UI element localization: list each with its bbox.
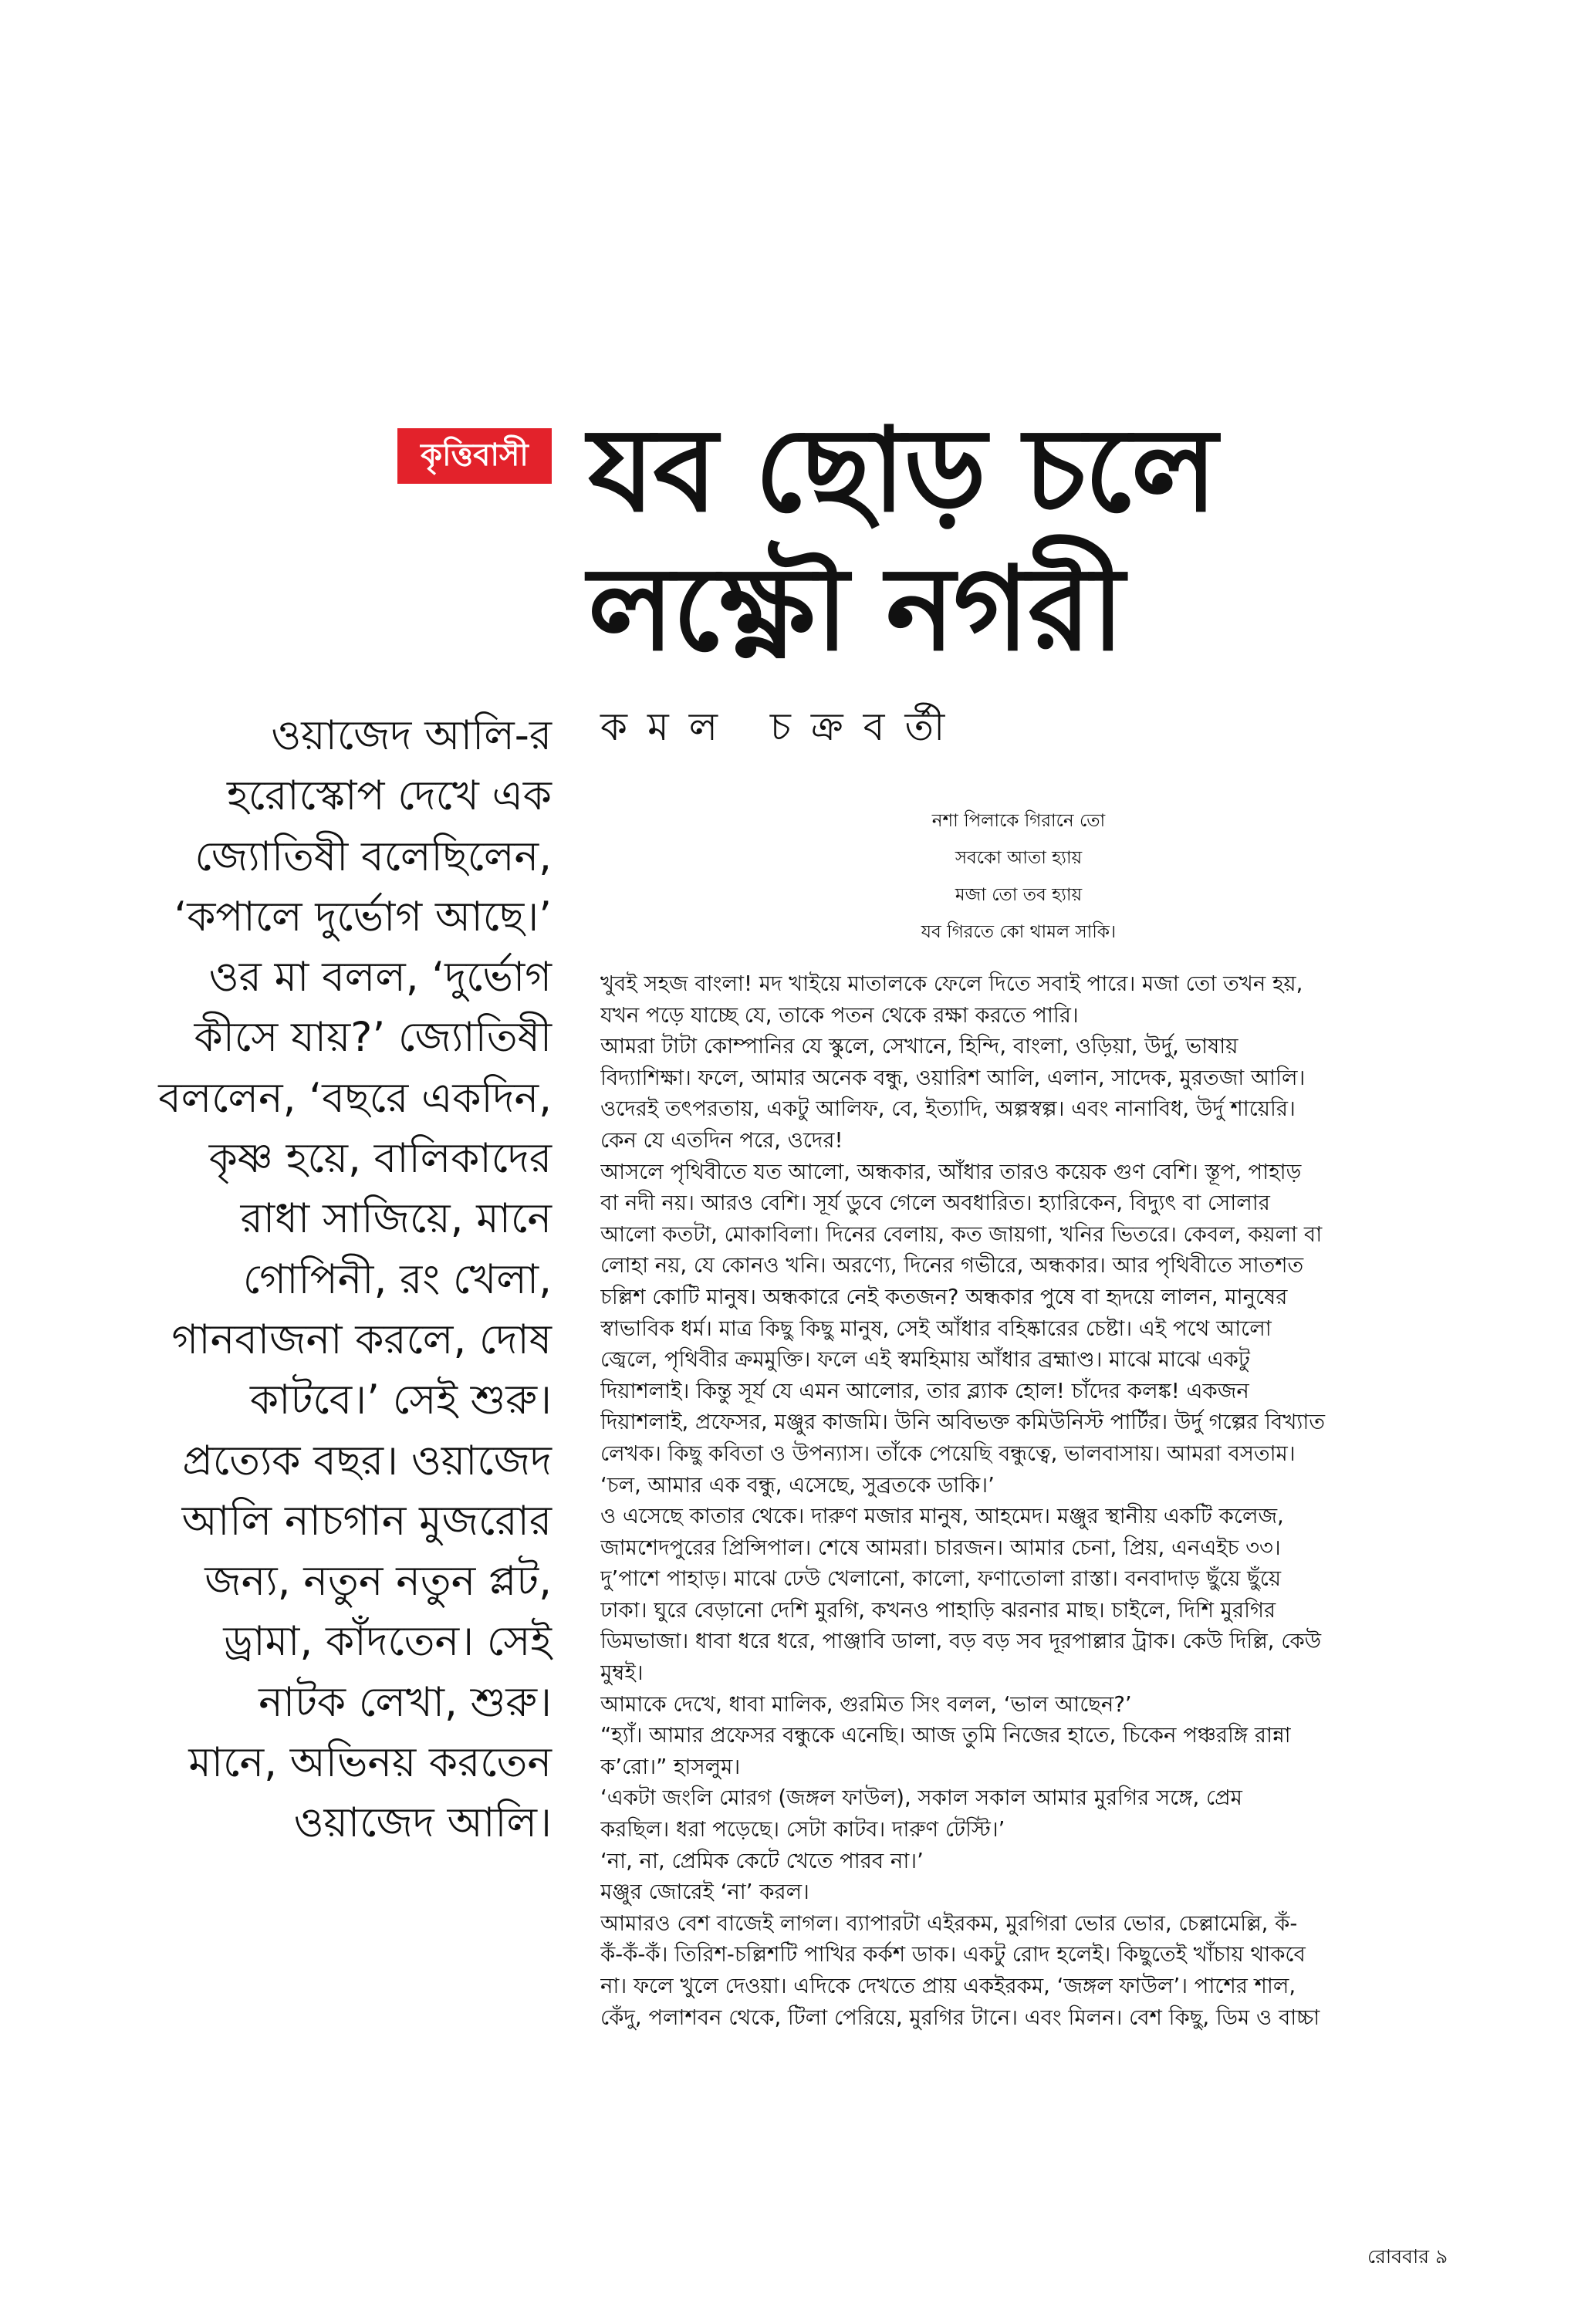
pull-quote-line: মানে, অভিনয় করতেন — [188, 1739, 552, 1787]
title-line-2: লক্ষ্ণৌ নগরী — [588, 542, 1124, 677]
body-line: যখন পড়ে যাচ্ছে যে, তাকে পতন থেকে রক্ষা করতে পারি। — [600, 1002, 1079, 1028]
body-line: কেঁদু, পলাশবন থেকে, টিলা পেরিয়ে, মুরগির টানে। এবং মিলন। বেশ কিছু, ডিম ও বাচ্চা — [600, 2005, 1320, 2030]
pull-quote-line: ‘কপালে দুর্ভোগ আছে।’ — [174, 893, 552, 941]
pull-quote-line: বললেন, ‘বছরে একদিন, — [158, 1074, 552, 1122]
body-line: জ্বেলে, পৃথিবীর ক্রমমুক্তি। ফলে এই স্বমহিমায় আঁধার ব্রহ্মাণ্ড। মাঝে মাঝে একটু — [600, 1347, 1250, 1373]
title-line-1: যব ছোড় চলে — [588, 404, 1216, 538]
pull-quote-line: রাধা সাজিয়ে, মানে — [240, 1195, 552, 1243]
pull-quote-line: প্রত্যেক বছর। ওয়াজেদ — [182, 1437, 552, 1485]
body-line: না। ফলে খুলে দেওয়া। এদিকে দেখতে প্রায় একইরকম, ‘জঙ্গল ফাউল’। পাশের শাল, — [600, 1974, 1296, 1998]
body-line: খুবই সহজ বাংলা! মদ খাইয়ে মাতালকে ফেলে দিতে সবাই পারে। মজা তো তখন হয়, — [600, 971, 1303, 996]
body-line: আলো কতটা, মোকাবিলা। দিনের বেলায়, কত জায়গা, খনির ভিতরে। কেবল, কয়লা বা — [600, 1221, 1323, 1247]
pull-quote-line: ওয়াজেদ আলি। — [293, 1799, 552, 1847]
body-line: “হ্যাঁ। আমার প্রফেসর বন্ধুকে এনেছি। আজ তুমি নিজের হাতে, চিকেন পঞ্চরঙ্গি রান্না — [600, 1723, 1291, 1748]
body-line: মঞ্জুর জোরেই ‘না’ করল। — [600, 1880, 809, 1905]
body-line: আমারও বেশ বাজেই লাগল। ব্যাপারটা এইরকম, মুরগিরা ভোর ভোর, চেল্লামেল্লি, কঁ- — [600, 1910, 1298, 1936]
body-line: চল্লিশ কোটি মানুষ। অন্ধকারে নেই কতজন? অন্ধকার পুষে বা হৃদয়ে লালন, মানুষের — [600, 1284, 1288, 1309]
body-line: ওদেরই তৎপরতায়, একটু আলিফ, বে, ইত্যাদি, অল্পস্বল্প। এবং নানাবিধ, উর্দু শায়েরি। — [600, 1096, 1296, 1122]
page-footer — [1367, 2241, 1448, 2275]
magazine-name: রোববার — [1367, 2245, 1429, 2268]
page-number: ৯ — [1434, 2245, 1448, 2268]
pull-quote-line: ড্রামা, কাঁদতেন। সেই — [223, 1618, 552, 1666]
body-line: আমরা টাটা কোম্পানির যে স্কুলে, সেখানে, হিন্দি, বাংলা, ওড়িয়া, উর্দু, ভাষায় — [600, 1034, 1238, 1059]
epigraph-line: নশা পিলাকে গিরানে তো — [931, 811, 1106, 831]
pull-quote-line: হরোস্কোপ দেখে এক — [226, 772, 552, 820]
body-line: বা নদী নয়। আরও বেশি। সূর্য ডুবে গেলে অবধারিত। হ্যারিকেন, বিদ্যুৎ বা সোলার — [600, 1191, 1270, 1216]
body-line: ক’রো।” হাসলুম। — [600, 1754, 741, 1779]
body-line: লেখক। কিছু কবিতা ও উপন্যাস। তাঁকে পেয়েছি বন্ধুত্বে, ভালবাসায়। আমরা বসতাম। — [600, 1441, 1296, 1466]
body-line: কঁ-কঁ-কঁ। তিরিশ-চল্লিশটি পাখির কর্কশ ডাক। একটু রোদ হলেই। কিছুতেই খাঁচায় থাকবে — [600, 1942, 1306, 1968]
epigraph — [795, 802, 1242, 951]
pull-quote-line: জন্য, নতুন নতুন প্লট, — [204, 1558, 552, 1606]
body-line: মুম্বই। — [600, 1660, 644, 1686]
body-line: কেন যে এতদিন পরে, ওদের! — [600, 1127, 843, 1153]
pull-quote-line: গোপিনী, রং খেলা, — [242, 1255, 552, 1303]
body-line: ‘চল, আমার এক বন্ধু, এসেছে, সুব্রতকে ডাকি।’ — [600, 1472, 995, 1498]
article-title — [588, 401, 1514, 679]
pull-quote-line: নাটক লেখা, শুরু। — [259, 1678, 552, 1726]
body-line: ও এসেছে কাতার থেকে। দারুণ মজার মানুষ, আহমেদ। মঞ্জুর স্থানীয় একটি কলেজ, — [600, 1504, 1284, 1529]
pull-quote-line: জ্যোতিষী বলেছিলেন, — [194, 833, 552, 880]
body-line: লোহা নয়, যে কোনও খনি। অরণ্যে, দিনের গভীরে, অন্ধকার। আর পৃথিবীতে সাতশত — [600, 1253, 1304, 1279]
body-line: ঢাকা। ঘুরে বেড়ানো দেশি মুরগি, কখনও পাহাড়ি ঝরনার মাছ। চাইলে, দিশি মুরগির — [600, 1597, 1276, 1623]
body-line: জামশেদপুরের প্রিন্সিপাল। শেষে আমরা। চারজন। আমার চেনা, প্রিয়, এনএইচ ৩৩। — [600, 1535, 1281, 1560]
article-body — [600, 968, 1480, 2033]
pull-quote-line: গানবাজনা করলে, দোষ — [171, 1316, 552, 1363]
pull-quote-line: কীসে যায়?’ জ্যোতিষী — [194, 1014, 552, 1062]
body-line: আসলে পৃথিবীতে যত আলো, অন্ধকার, আঁধার তারও কয়েক গুণ বেশি। স্তূপ, পাহাড় — [600, 1159, 1302, 1184]
pull-quote-line: কাটবে।’ সেই শুরু। — [250, 1376, 552, 1424]
pull-quote-line: আলি নাচগান মুজরোর — [181, 1497, 552, 1545]
pull-quote-line: ওর মা বলল, ‘দুর্ভোগ — [208, 954, 552, 1002]
body-line: ডিমভাজা। ধাবা ধরে ধরে, পাঞ্জাবি ডালা, বড় বড় সব দূরপাল্লার ট্রাক। কেউ দিল্লি, কেউ — [600, 1629, 1322, 1654]
section-badge: কৃত্তিবাসী — [397, 428, 552, 484]
body-line: বিদ্যাশিক্ষা। ফলে, আমার অনেক বন্ধু, ওয়ারিশ আলি, এলান, সাদেক, মুরতজা আলি। — [600, 1065, 1306, 1090]
body-line: দিয়াশলাই, প্রফেসর, মঞ্জুর কাজমি। উনি অবিভক্ত কমিউনিস্ট পার্টির। উর্দু গল্পের বিখ্যাত — [600, 1410, 1325, 1435]
body-line: স্বাভাবিক ধর্ম। মাত্র কিছু কিছু মানুষ, সেই আঁধার বহিষ্কারের চেষ্টা। এই পথে আলো — [600, 1316, 1272, 1341]
author-byline: কমল চক্রবর্তী — [600, 704, 965, 749]
body-line: ‘একটা জংলি মোরগ (জঙ্গল ফাউল), সকাল সকাল আমার মুরগির সঙ্গে, প্রেম — [600, 1785, 1242, 1811]
pull-quote-line: কৃষ্ণ হয়ে, বালিকাদের — [208, 1135, 552, 1183]
body-line: আমাকে দেখে, ধাবা মালিক, গুরমিত সিং বলল, ‘ভাল আছেন?’ — [600, 1691, 1132, 1717]
epigraph-line: সবকো আতা হ্যায় — [955, 848, 1083, 868]
body-line: দিয়াশলাই। কিন্তু সূর্য যে এমন আলোর, তার ব্ল্যাক হোল! চাঁদের কলঙ্ক! একজন — [600, 1378, 1249, 1404]
body-line: করছিল। ধরা পড়েছে। সেটা কাটব। দারুণ টেস্টি।’ — [600, 1817, 1005, 1843]
epigraph-line: মজা তো তব হ্যায় — [955, 885, 1083, 905]
epigraph-line: যব গিরতে কো থামল সাকি। — [921, 922, 1117, 942]
pull-quote — [116, 706, 552, 1854]
pull-quote-line: ওয়াজেদ আলি-র — [271, 712, 552, 759]
body-line: ‘না, না, প্রেমিক কেটে খেতে পারব না।’ — [600, 1848, 924, 1873]
body-line: দু’পাশে পাহাড়। মাঝে ঢেউ খেলানো, কালো, ফণাতোলা রাস্তা। বনবাদাড় ছুঁয়ে ছুঁয়ে — [600, 1566, 1282, 1592]
